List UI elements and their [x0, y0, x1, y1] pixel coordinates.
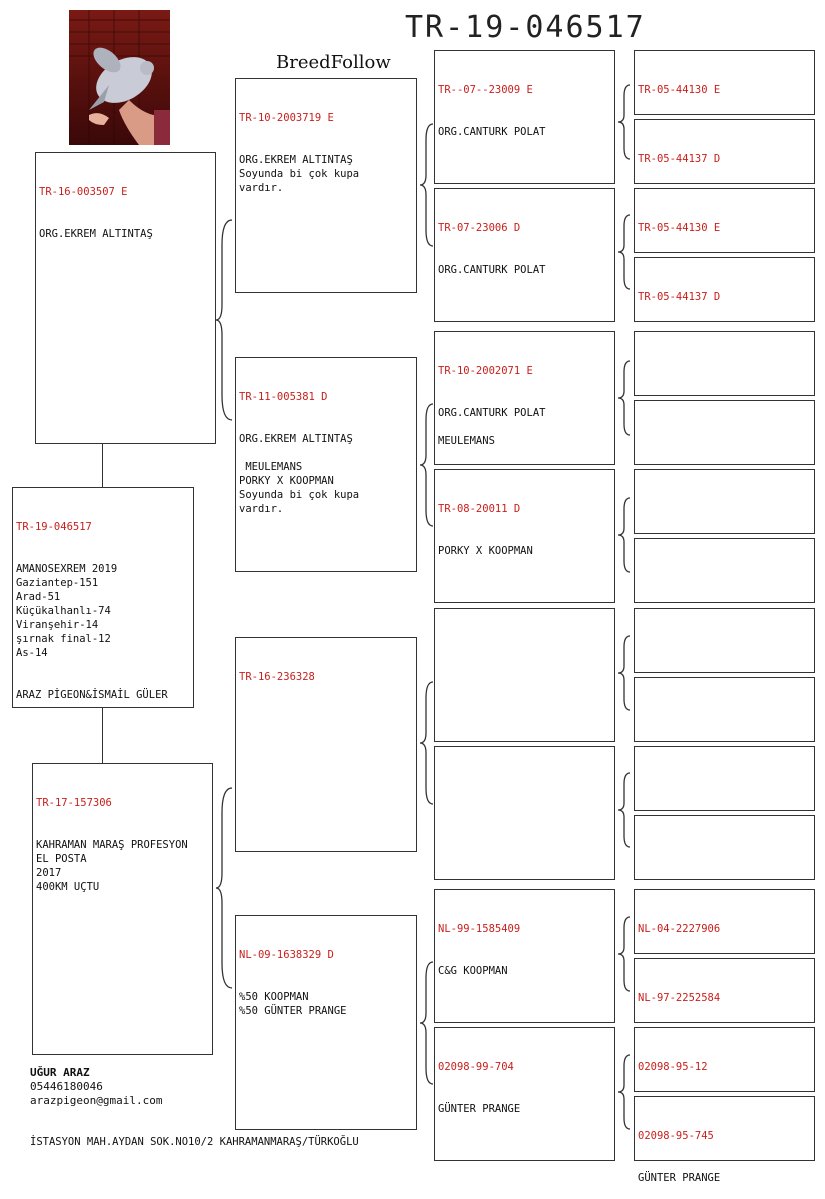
grandparent-card[interactable]: [235, 637, 417, 852]
gg-grandparent-card[interactable]: [634, 331, 815, 396]
note-line: GÜNTER PRANGE: [438, 1103, 521, 1115]
note-line: ORG.EKREM ALTINTAŞ: [239, 154, 353, 166]
grandparent-notes: [239, 990, 413, 1018]
great-grandparent-card[interactable]: [434, 1027, 615, 1161]
brace-icon: [417, 400, 435, 530]
note-line: MEULEMANS: [438, 435, 495, 447]
ggp-ring: 02098-99-704: [438, 1061, 514, 1073]
gggp-notes: [638, 1171, 811, 1185]
ggp-ring: TR-07-23006 D: [438, 222, 521, 234]
brace-icon: [417, 120, 435, 250]
brace-icon: [417, 958, 435, 1088]
gggp-ring: 02098-95-745: [638, 1130, 714, 1142]
brace-icon: [616, 495, 632, 575]
pedigree-title: TR-19-046517: [405, 10, 646, 45]
note-line: Soyunda bi çok kupa: [239, 168, 360, 180]
note-line: Viranşehir-14: [16, 619, 99, 631]
note-line: ORG.EKREM ALTINTAŞ: [39, 228, 153, 240]
brace-icon: [616, 212, 632, 292]
connector-sire: [102, 444, 103, 487]
note-line: [16, 674, 190, 688]
note-line: Gaziantep-151: [16, 577, 99, 589]
brace-icon: [616, 770, 632, 850]
great-grandparent-card[interactable]: [434, 608, 615, 742]
ggp-ring: NL-99-1585409: [438, 923, 521, 935]
gg-grandparent-card[interactable]: [634, 469, 815, 534]
grandparent-ring: TR-10-2003719 E: [239, 112, 334, 124]
dam-notes: [36, 838, 209, 894]
note-line: PORKY X KOOPMAN: [239, 475, 334, 487]
grandparent-ring: TR-16-236328: [239, 671, 315, 683]
gg-grandparent-card[interactable]: [634, 188, 815, 253]
gggp-ring: TR-05-44130 E: [638, 84, 721, 96]
note-line: %50 GÜNTER PRANGE: [239, 1005, 347, 1017]
note-line: C&G KOOPMAN: [438, 965, 508, 977]
brace-icon: [616, 1052, 632, 1132]
dam-ring: TR-17-157306: [36, 797, 112, 809]
breeder-name: UĞUR ARAZ: [30, 1066, 90, 1079]
subject-ring: TR-19-046517: [16, 521, 92, 533]
note-line: [239, 446, 413, 460]
great-grandparent-card[interactable]: [434, 188, 615, 322]
gggp-ring: NL-97-2252584: [638, 992, 721, 1004]
grandparent-notes: [239, 153, 413, 195]
brace-icon: [616, 633, 632, 713]
note-line: [16, 660, 190, 674]
great-grandparent-card[interactable]: [434, 50, 615, 184]
note-line: KAHRAMAN MARAŞ PROFESYON: [36, 839, 188, 851]
breeder-contact: [30, 1066, 162, 1108]
grandparent-notes: [239, 432, 413, 516]
connector-dam: [102, 708, 103, 763]
gg-grandparent-card[interactable]: [634, 400, 815, 465]
brace-icon: [212, 783, 234, 993]
ggp-notes: [438, 1102, 611, 1116]
sire-ring: TR-16-003507 E: [39, 186, 128, 198]
gg-grandparent-card[interactable]: [634, 257, 815, 322]
note-line: MEULEMANS: [239, 461, 303, 473]
brand-name: BreedFollow: [276, 52, 391, 73]
note-line: Küçükalhanlı-74: [16, 605, 111, 617]
gg-grandparent-card[interactable]: [634, 119, 815, 184]
breeder-address: İSTASYON MAH.AYDAN SOK.NO10/2 KAHRAMANMARAŞ/TÜRKOĞLU: [30, 1136, 359, 1148]
gggp-ring: 02098-95-12: [638, 1061, 708, 1073]
ggp-notes: [438, 964, 611, 978]
subject-card[interactable]: [12, 487, 194, 708]
note-line: 2017: [36, 867, 62, 879]
grandparent-card[interactable]: [235, 915, 417, 1130]
great-grandparent-card[interactable]: [434, 469, 615, 603]
note-line: 400KM UÇTU: [36, 881, 100, 893]
note-line: ARAZ PİGEON&İSMAİL GÜLER: [16, 689, 168, 701]
ggp-ring: TR--07--23009 E: [438, 84, 533, 96]
note-line: şırnak final-12: [16, 633, 111, 645]
brace-icon: [616, 82, 632, 162]
breeder-phone: 05446180046: [30, 1080, 103, 1093]
ggp-notes: [438, 263, 611, 277]
gg-grandparent-card[interactable]: [634, 608, 815, 673]
subject-notes: [16, 562, 190, 702]
gg-grandparent-card[interactable]: [634, 1027, 815, 1092]
note-line: vardır.: [239, 182, 284, 194]
gg-grandparent-card[interactable]: [634, 538, 815, 603]
great-grandparent-card[interactable]: [434, 746, 615, 880]
note-line: ORG.CANTURK POLAT: [438, 407, 546, 419]
note-line: vardır.: [239, 503, 284, 515]
sire-notes: [39, 227, 212, 241]
gg-grandparent-card[interactable]: [634, 50, 815, 115]
great-grandparent-card[interactable]: [434, 331, 615, 465]
note-line: EL POSTA: [36, 853, 87, 865]
note-line: As-14: [16, 647, 48, 659]
gg-grandparent-card[interactable]: [634, 677, 815, 742]
ggp-notes: [438, 406, 611, 448]
ggp-notes: [438, 544, 611, 558]
brace-icon: [616, 914, 632, 994]
brace-icon: [417, 678, 435, 808]
ggp-ring: TR-08-20011 D: [438, 503, 521, 515]
brace-icon: [616, 358, 632, 438]
grandparent-ring: TR-11-005381 D: [239, 391, 328, 403]
grandparent-ring: NL-09-1638329 D: [239, 949, 334, 961]
note-line: GÜNTER PRANGE: [638, 1172, 721, 1184]
gggp-ring: TR-05-44130 E: [638, 222, 721, 234]
great-grandparent-card[interactable]: [434, 889, 615, 1023]
pigeon-photo: [69, 10, 170, 145]
note-line: %50 KOOPMAN: [239, 991, 309, 1003]
note-line: ORG.CANTURK POLAT: [438, 264, 546, 276]
sire-card[interactable]: [35, 152, 216, 444]
dam-card[interactable]: [32, 763, 213, 1055]
gg-grandparent-card[interactable]: [634, 958, 815, 1023]
grandparent-card[interactable]: [235, 78, 417, 293]
note-line: PORKY X KOOPMAN: [438, 545, 533, 557]
note-line: ORG.CANTURK POLAT: [438, 126, 546, 138]
ggp-ring: TR-10-2002071 E: [438, 365, 533, 377]
gggp-ring: NL-04-2227906: [638, 923, 721, 935]
gggp-ring: TR-05-44137 D: [638, 291, 721, 303]
note-line: AMANOSEXREM 2019: [16, 563, 118, 575]
brace-icon: [212, 215, 234, 425]
note-line: Arad-51: [16, 591, 61, 603]
note-line: ORG.EKREM ALTINTAŞ: [239, 433, 353, 445]
note-line: Soyunda bi çok kupa: [239, 489, 360, 501]
gggp-ring: TR-05-44137 D: [638, 153, 721, 165]
breeder-email: arazpigeon@gmail.com: [30, 1094, 163, 1107]
note-line: [438, 420, 611, 434]
gg-grandparent-card[interactable]: [634, 815, 815, 880]
grandparent-card[interactable]: [235, 357, 417, 572]
gg-grandparent-card[interactable]: [634, 746, 815, 811]
gg-grandparent-card[interactable]: [634, 889, 815, 954]
gg-grandparent-card[interactable]: [634, 1096, 815, 1184]
ggp-notes: [438, 125, 611, 139]
